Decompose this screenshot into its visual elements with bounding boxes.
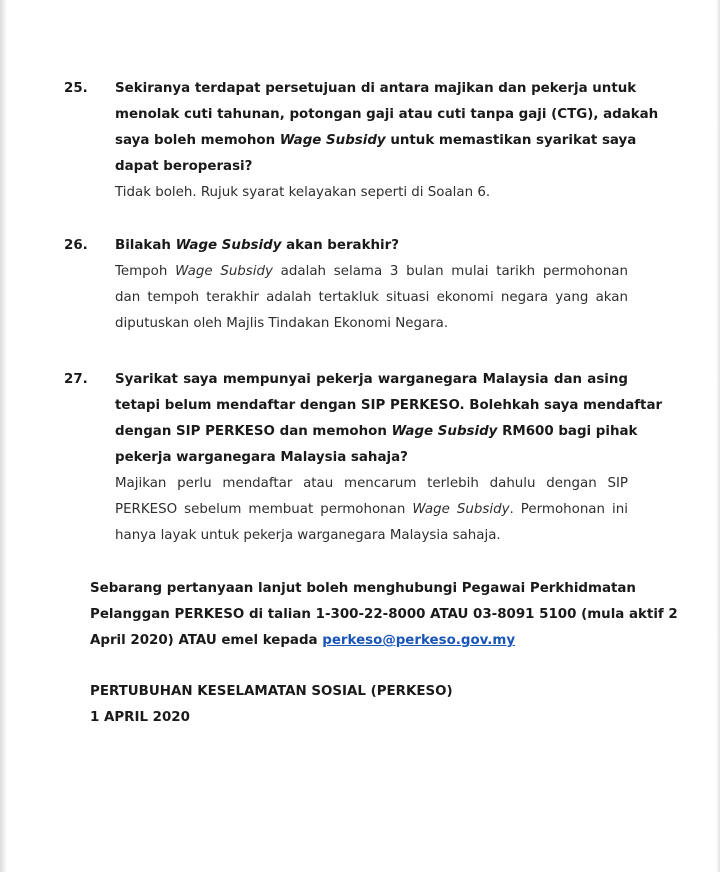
- answer-line: Tidak boleh. Rujuk syarat kelayakan seperti di Soalan 6.: [115, 185, 491, 200]
- question-line: menolak cuti tahunan, potongan gaji atau cuti tanpa gaji (CTG), adakah: [115, 107, 659, 122]
- answer-line: Tempoh Wage Subsidy adalah selama 3 bulan mulai tarikh permohonan: [115, 264, 628, 279]
- question-line: dapat beroperasi?: [115, 159, 253, 174]
- question-line: Sekiranya terdapat persetujuan di antara majikan dan pekerja untuk: [115, 81, 637, 96]
- email-link[interactable]: perkeso@perkeso.gov.my: [322, 633, 516, 648]
- question-line: pekerja warganegara Malaysia sahaja?: [115, 450, 408, 465]
- contact-line: Sebarang pertanyaan lanjut boleh menghubungi Pegawai Perkhidmatan: [90, 581, 636, 596]
- question-line: Bilakah Wage Subsidy akan berakhir?: [115, 238, 399, 253]
- contact-paragraph: [90, 576, 678, 654]
- answer-line: dan tempoh terakhir adalah tertakluk situasi ekonomi negara yang akan: [115, 290, 628, 305]
- document-date: 1 APRIL 2020: [90, 710, 190, 725]
- answer-line: hanya layak untuk pekerja warganegara Malaysia sahaja.: [115, 528, 501, 543]
- question-line: saya boleh memohon Wage Subsidy untuk memastikan syarikat saya: [115, 133, 637, 148]
- item-number: 26.: [64, 238, 88, 253]
- item-body: [115, 367, 663, 549]
- item-body: [115, 76, 659, 206]
- item-number: 27.: [64, 372, 88, 387]
- item-number: 25.: [64, 81, 88, 96]
- organization-name: PERTUBUHAN KESELAMATAN SOSIAL (PERKESO): [90, 684, 453, 699]
- answer-line: Majikan perlu mendaftar atau mencarum terlebih dahulu dengan SIP: [115, 476, 628, 491]
- answer-line: diputuskan oleh Majlis Tindakan Ekonomi Negara.: [115, 316, 449, 331]
- contact-line: Pelanggan PERKESO di talian 1-300-22-8000 ATAU 03-8091 5100 (mula aktif 2: [90, 607, 678, 622]
- item-body: [115, 233, 628, 337]
- question-line: dengan SIP PERKESO dan memohon Wage Subsidy RM600 bagi pihak: [115, 424, 638, 439]
- question-line: Syarikat saya mempunyai pekerja warganegara Malaysia dan asing: [115, 372, 628, 387]
- signature-block: [90, 679, 453, 731]
- question-line: tetapi belum mendaftar dengan SIP PERKESO. Bolehkah saya mendaftar: [115, 398, 663, 413]
- answer-line: PERKESO sebelum membuat permohonan Wage Subsidy. Permohonan ini: [115, 502, 628, 517]
- contact-line: April 2020) ATAU emel kepada perkeso@perkeso.gov.my: [90, 633, 516, 648]
